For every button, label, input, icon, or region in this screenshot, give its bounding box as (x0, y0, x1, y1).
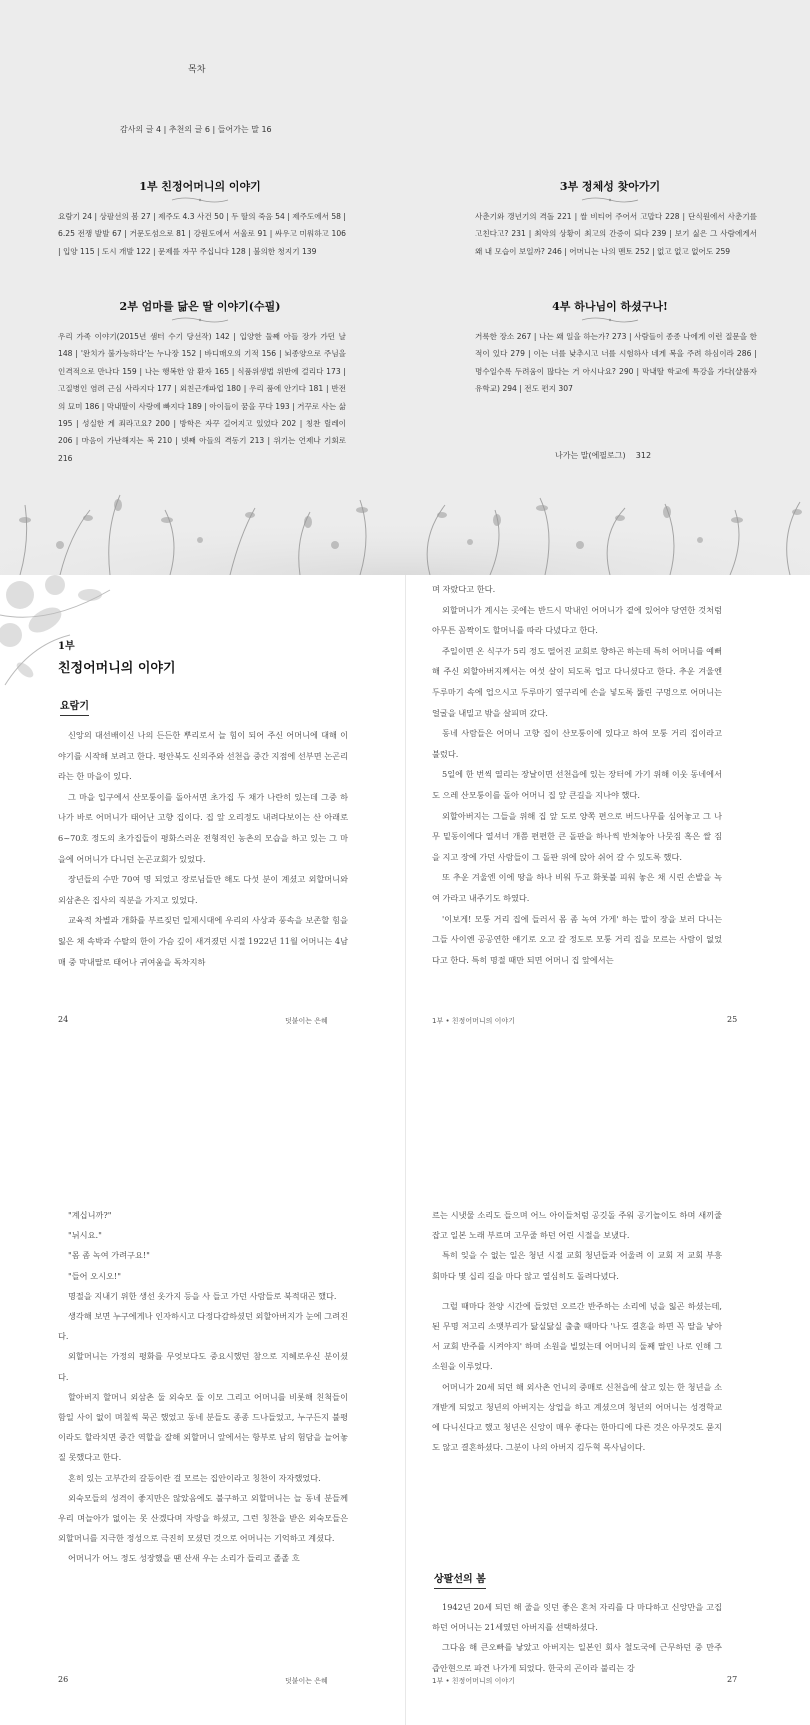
paragraph: 장년들의 수만 70여 명 되었고 장로님들만 해도 다섯 분이 계셨고 외할머니와 외삼촌은 집사의 직분을 가지고 있었다. (58, 874, 348, 905)
ornament-icon (580, 196, 640, 204)
paragraph: 외할머니가 계시는 곳에는 반드시 막내인 어머니가 곁에 있어야 당연한 것처럼 아무튼 꼼짝이도 할머니를 따라 다녔다고 한다. (432, 604, 722, 636)
toc-part-3-items: 사춘기와 갱년기의 격돌 221 | 쌀 비티어 주어서 고맙다 228 | 단식원에서 사춘기를 고친다고? 231 | 최악의 상황이 최고의 간증이 되다 239 | 보기 싫은 그 사람에게서 왜 내 모습이 보일까? 246 | 어머니는 나의 멘토 252 | 없고 없고 없어도 259 (475, 212, 757, 256)
toc-part-1-title: 1부 친정어머니의 이야기 (139, 180, 261, 193)
body-text (58, 1205, 348, 1569)
toc-part-4-items: 거룩한 장소 267 | 나는 왜 일을 하는가? 273 | 사람들이 종종 나에게 이런 질문을 한 적이 있다 279 | 이는 너를 낮추시고 너를 시험하사 네게 복을 주려 하심이라 286 | 명수일수록 두려움이 많다는 거 아시나요? 290 | 막내딸 학교에 특강을 가다(샬롬자유학교) 294 | 전도 편지 307 (475, 332, 757, 394)
paragraph: 며 자랐다고 한다. (432, 584, 496, 594)
paragraph: "계십니까?" (68, 1210, 112, 1220)
paragraph: 그 마을 입구에서 산모퉁이를 돌아서면 초가집 두 채가 나란히 있는데 그중 하나가 바로 어머니가 태어난 고향 집이다. 집 앞 오리정도 내려다보이는 산 아래로 6~70호 정도의 초가집들이 평화스러운 전형적인 농촌의 모습을 하고 있는 그 마을에 어머니가 다니던 논곤교회가 있었다. (58, 791, 348, 864)
paragraph: 1942년 20세 되던 해 줄을 잇던 좋은 혼처 자리를 다 마다하고 신앙만을 고집하던 어머니는 21세였던 아버지를 선택하셨다. (432, 1602, 722, 1633)
paragraph: 어머니가 20세 되던 해 외사촌 언니의 중매로 신천읍에 살고 있는 한 청년을 소개받게 되었고 청년의 아버지는 상업을 하고 계셨으며 청년의 어머니는 성경학교에 다니신다고 했고 청년은 신앙이 매우 좋다는 한마디에 다른 것은 아무것도 묻지도 않고 결혼하셨다. 그분이 나의 아버지 김두혁 목사님이다. (432, 1381, 722, 1453)
toc-part-3-title: 3부 정체성 찾아가기 (559, 180, 661, 193)
toc-part-2-title: 2부 엄마를 닮은 딸 이야기(수필) (119, 300, 281, 313)
paragraph: 할아버지 할머니 외삼촌 둘 외숙모 둘 이모 그리고 어머니를 비롯해 친척들이 함일 사이 없이 며칠씩 묵곤 했었고 동네 분들도 종종 드나들었고, 누구든지 불평이라도 할라치면 중간 역할을 잘해 외할머니 앞에서는 항부로 남의 험담을 늘어놓질 못했다고 한다. (58, 1391, 348, 1463)
paragraph: 르는 시냇물 소리도 들으며 어느 아이들처럼 공깃돌 주워 공기놀이도 하며 새끼줄 잡고 일본 노래 부르며 고무줄 하던 어린 시절을 보냈다. (432, 1210, 722, 1241)
page-number: 25 (727, 1015, 738, 1024)
paragraph: 생각해 보면 누구에게나 인자하시고 다정다감하셨던 외할아버지가 눈에 그려진다. (58, 1311, 348, 1342)
paragraph: 교육적 차별과 개화를 부르짖던 일제시대에 우리의 사상과 풍속을 보존할 힘을 잃은 채 속박과 수탈의 한이 가슴 깊이 새겨졌던 시절 1922년 11월 어머니는 4남매 중 막내딸로 태어나 귀여움을 독차지하 (58, 915, 348, 967)
floral-border-illustration (0, 490, 810, 575)
ornament-icon (170, 316, 230, 324)
running-header: 덧붙이는 은혜 (285, 1677, 328, 1685)
part-number: 1부 (58, 641, 75, 652)
paragraph: 주일이면 온 식구가 5리 정도 떨어진 교회로 향하곤 하는데 특히 어머니를 예뻐해 주신 외할아버지께서는 여섯 살이 되도록 업고 다니셨다고 한다. 추운 겨울엔 두루마기 속에 업으시고 두루마기 옆구리에 손을 넣도록 뚫린 구멍으로 어머니는 얼굴을 내밀고 밖을 살피며 갔다. (432, 645, 722, 718)
page-number: 24 (58, 1015, 69, 1024)
paragraph: 그다음 해 큰오빠를 낳았고 아버지는 일본인 회사 철도국에 근무하던 중 만주 즙안현으로 파견 나가게 되었다. 한국의 곤이라 불리는 강 (432, 1642, 722, 1673)
section-heading: 요람기 (60, 697, 89, 716)
page-25 (405, 575, 810, 1115)
page-number: 26 (58, 1675, 69, 1684)
paragraph: "몸 좀 녹여 가려구요!" (68, 1250, 150, 1261)
toc-spread (0, 0, 810, 575)
paragraph: 동네 사람들은 어머니 고향 집이 산모퉁이에 있다고 하여 모퉁 거리 집이라고 불렀다. (432, 728, 722, 759)
book-spread-26-27 (0, 1115, 810, 1725)
paragraph: 외할머니는 가정의 평화를 무엇보다도 중요시했던 참으로 지혜로우신 분이셨다. (58, 1351, 348, 1382)
section-heading: 상팔선의 봄 (434, 1570, 486, 1589)
toc-epilogue: 나가는 말(에필로그) 312 (555, 451, 652, 460)
paragraph: 5일에 한 번씩 열리는 장날이면 선천읍에 있는 장터에 가기 위해 이웃 동네에서도 으레 산모퉁이를 돌아 어머니 집 앞 큰길을 지나야 했다. (432, 769, 722, 800)
body-text (432, 579, 722, 970)
page-27 (405, 1115, 810, 1725)
paragraph: 신앙의 대선배이신 나의 든든한 뿌리로서 늘 힘이 되어 주신 어머니에 대해 이야기를 시작해 보려고 한다. 평안북도 신의주와 선천읍 중간 지점에 선부면 논곤리라는 한 마을이 있다. (58, 730, 348, 782)
paragraph: 명절을 지내기 위한 생선 옷가지 등을 사 들고 가던 사람들로 북적대곤 했다. (68, 1290, 337, 1301)
paragraph: 외할아버지는 그들을 위해 집 앞 도로 양쪽 편으로 버드나무를 심어놓고 그 나무 밑동이에다 열셔너 개쯤 편편한 큰 돌판을 하나씩 반쳐놓아 나뭇짐 혹은 쌀 짐을 지고 장에 가던 사람들이 그 돌판 위에 앉아 쉬어 갈 수 있도록 했다. (432, 810, 722, 862)
ornament-icon (170, 196, 230, 204)
paragraph: 외숙모들의 성격이 좋지만은 않았음에도 불구하고 외할머니는 늘 동네 분들께 우리 며늘아가 없이는 못 산겠다며 자랑을 하셨고, 그런 칭찬을 받은 외숙모들은 외할머니를 지극한 정성으로 극진히 모셨던 것으로 어머니는 기억하고 계셨다. (58, 1492, 348, 1544)
toc-part-4-title: 4부 하나님이 하셨구나! (552, 300, 668, 313)
paragraph: "들어 오시오!" (68, 1270, 121, 1281)
body-text (432, 1597, 722, 1678)
paragraph: 혼히 있는 고부간의 갈등이란 걸 모르는 집안이라고 칭찬이 자자했었다. (68, 1472, 321, 1483)
paragraph: 어머니가 어느 정도 성장했을 땐 산새 우는 소리가 들리고 졸졸 흐 (68, 1553, 300, 1564)
paragraph: 그럴 때마다 찬양 시간에 들었던 오르간 반주하는 소리에 넋을 잃곤 하셨는데, 된 무명 저고리 소맷부리가 닳실닳실 출출 때마다 '나도 결혼을 하면 꼭 딸을 낳아서 교회 반주를 시켜야지' 하며 소원을 빌었는데 어머니의 둘째 딸인 나로 인해 그 소원을 이루었다. (432, 1300, 722, 1372)
page-number: 27 (727, 1675, 738, 1684)
toc-part-1-items: 요람기 24 | 상팔선의 봄 27 | 제주도 4.3 사건 50 | 두 딸의 죽음 54 | 제주도에서 58 | 6.25 전쟁 발발 67 | 거문도섬으로 81 | 강원도에서 서울로 91 | 싸우고 미워하고 106 | 입양 115 | 도시 개발 122 | 문제를 자꾸 주십니다 128 | 불의한 청지기 139 (58, 212, 346, 256)
chapter-title: 친정어머니의 이야기 (58, 661, 176, 676)
book-spread-24-25 (0, 575, 810, 1115)
page-26 (0, 1115, 405, 1725)
paragraph: '이보게! 모퉁 거리 집에 들러서 몸 좀 녹여 가게' 하는 말이 장을 보러 다니는 그들 사이엔 공공연한 얘기로 오고 갈 정도로 모퉁 거리 집을 모르는 사람이 없었다고 한다. 특히 명절 때만 되면 어머니 집 앞에서는 (432, 913, 722, 965)
toc-title: 목차 (188, 65, 206, 75)
body-text (58, 725, 348, 972)
paragraph: "뉘시요." (68, 1230, 102, 1241)
ornament-icon (580, 316, 640, 324)
toc-front-matter: 감사의 글 4 | 추천의 글 6 | 들어가는 말 16 (120, 125, 272, 134)
running-header: 덧붙이는 은혜 (285, 1017, 328, 1025)
running-header: 1부 • 친정어머니의 이야기 (432, 1017, 515, 1025)
paragraph: 특히 잊을 수 없는 일은 청년 시절 교회 청년들과 어울려 이 교회 저 교회 부흥회마다 몇 십리 길을 마다 않고 열심히도 돌려다녔다. (432, 1250, 722, 1281)
body-text (432, 1205, 722, 1457)
toc-part-2-items: 우리 가족 이야기(2015년 샘터 수기 당선작) 142 | 입양한 둘째 아들 장가 가던 날 148 | '완치가 불가능하다'는 누나장 152 | 바디매오의 기적 156 | 뇌종양으로 주님을 인격적으로 만나다 159 | 나는 행복한 암 환자 165 | 식품위생법 위반에 걸리다 173 | 고질병인 염려 근심 사라지다 177 | 외친근개파업 180 | 우리 품에 안기다 181 | 반전의 묘미 186 | 막내딸이 사랑에 빠지다 189 | 아이들이 꿈을 꾸다 193 | 거꾸로 사는 삶 195 | 성실한 게 죄라고요? 200 | 방학은 자꾸 길어지고 있었다 202 | 칭찬 릴레이 206 | 마음이 가난해지는 복 210 | 넷째 아들의 격동기 213 | 위기는 언제나 기회로 216 (58, 332, 346, 463)
page-24 (0, 575, 405, 1115)
paragraph: 또 추운 겨울엔 이에 땅을 하나 비워 두고 화롯불 피워 놓은 채 시린 손발을 녹여 가라고 내주기도 하였다. (432, 872, 722, 903)
running-header: 1부 • 친정어머니의 이야기 (432, 1677, 515, 1685)
